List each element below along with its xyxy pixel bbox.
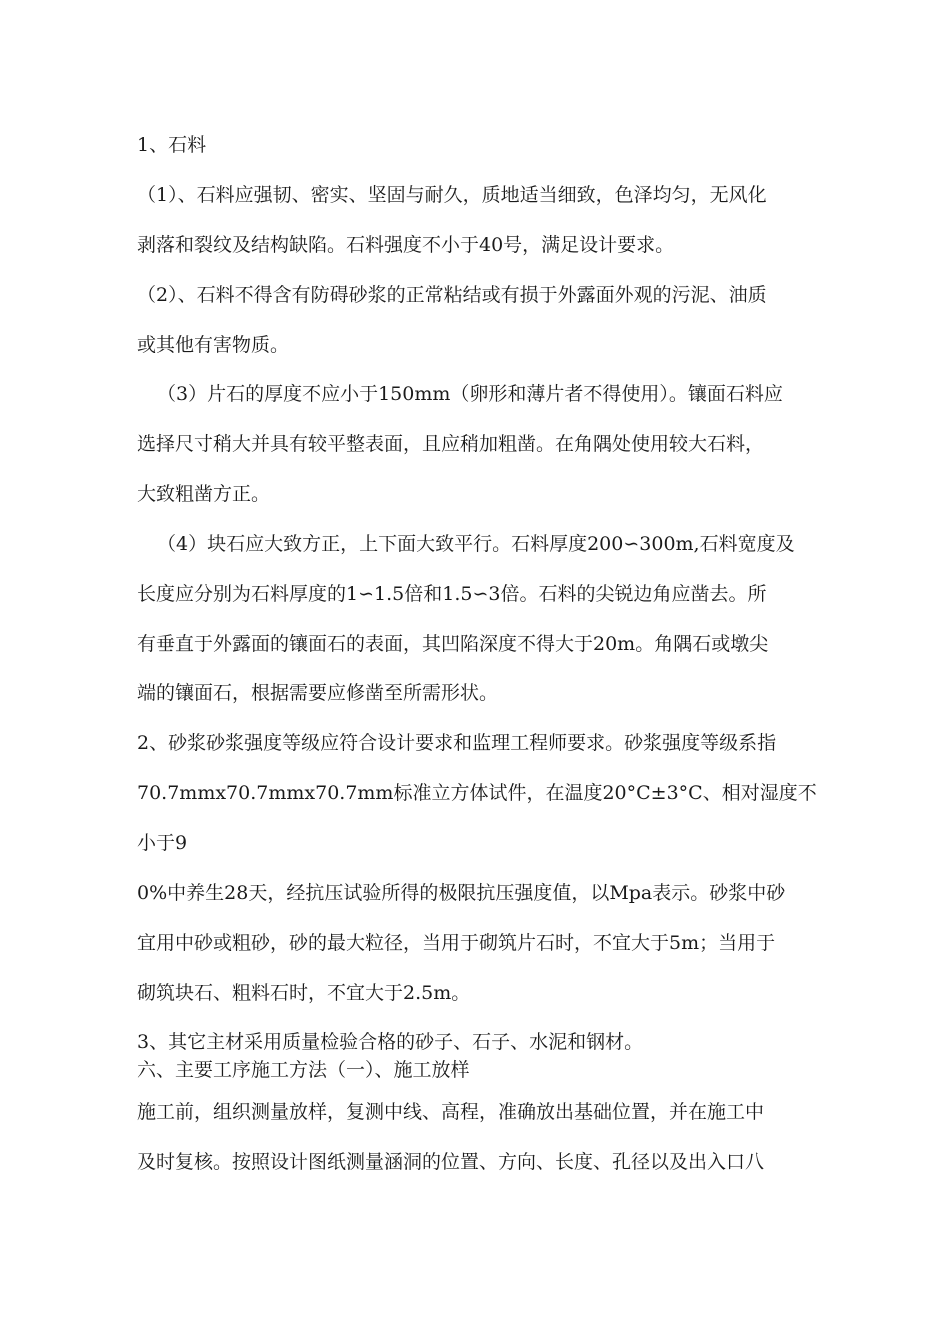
paragraph-line: （4）块石应大致方正，上下面大致平行。石料厚度200∽300m,石料宽度及 bbox=[157, 533, 795, 555]
chapter-heading: 六、主要工序施工方法（一）、施工放样 bbox=[137, 1059, 470, 1081]
paragraph-line: 宜用中砂或粗砂，砂的最大粒径，当用于砌筑片石时，不宜大于5m；当用于 bbox=[137, 932, 776, 954]
paragraph-line: 小于9 bbox=[137, 832, 188, 854]
paragraph-line: 70.7mmx70.7mmx70.7mm标准立方体试件，在温度20°C±3°C、相对湿度不 bbox=[137, 782, 817, 804]
paragraph-line: 或其他有害物质。 bbox=[137, 334, 290, 356]
paragraph-line: 砌筑块石、粗料石时，不宜大于2.5m。 bbox=[137, 982, 471, 1004]
paragraph-line: （3）片石的厚度不应小于150mm（卵形和薄片者不得使用）。镶面石料应 bbox=[157, 383, 783, 405]
section-heading-mortar: 2、砂浆砂浆强度等级应符合设计要求和监理工程师要求。砂浆强度等级系指 bbox=[137, 732, 777, 754]
paragraph-line: （2）、石料不得含有防碍砂浆的正常粘结或有损于外露面外观的污泥、油质 bbox=[137, 284, 767, 306]
paragraph-line: 有垂直于外露面的镶面石的表面，其凹陷深度不得大于20m。角隅石或墩尖 bbox=[137, 633, 769, 655]
paragraph-line: 长度应分别为石料厚度的1∽1.5倍和1.5∽3倍。石料的尖锐边角应凿去。所 bbox=[137, 583, 767, 605]
paragraph-line: （1）、石料应强韧、密实、坚固与耐久，质地适当细致，色泽均匀，无风化 bbox=[137, 184, 767, 206]
paragraph-line: 选择尺寸稍大并具有较平整表面，且应稍加粗凿。在角隅处使用较大石料， bbox=[137, 433, 765, 455]
paragraph-line: 大致粗凿方正。 bbox=[137, 483, 271, 505]
section-heading-materials: 3、其它主材采用质量检验合格的砂子、石子、水泥和钢材。 bbox=[137, 1031, 644, 1053]
paragraph-line: 0%中养生28天，经抗压试验所得的极限抗压强度值，以Mpa表示。砂浆中砂 bbox=[137, 882, 786, 904]
paragraph-line: 端的镶面石，根据需要应修凿至所需形状。 bbox=[137, 682, 499, 704]
paragraph-line: 剥落和裂纹及结构缺陷。石料强度不小于40号，满足设计要求。 bbox=[137, 234, 675, 256]
paragraph-line: 及时复核。按照设计图纸测量涵洞的位置、方向、长度、孔径以及出入口八 bbox=[137, 1151, 765, 1173]
paragraph-line: 施工前，组织测量放样，复测中线、高程，准确放出基础位置，并在施工中 bbox=[137, 1101, 765, 1123]
section-heading-stone: 1、石料 bbox=[137, 134, 207, 156]
